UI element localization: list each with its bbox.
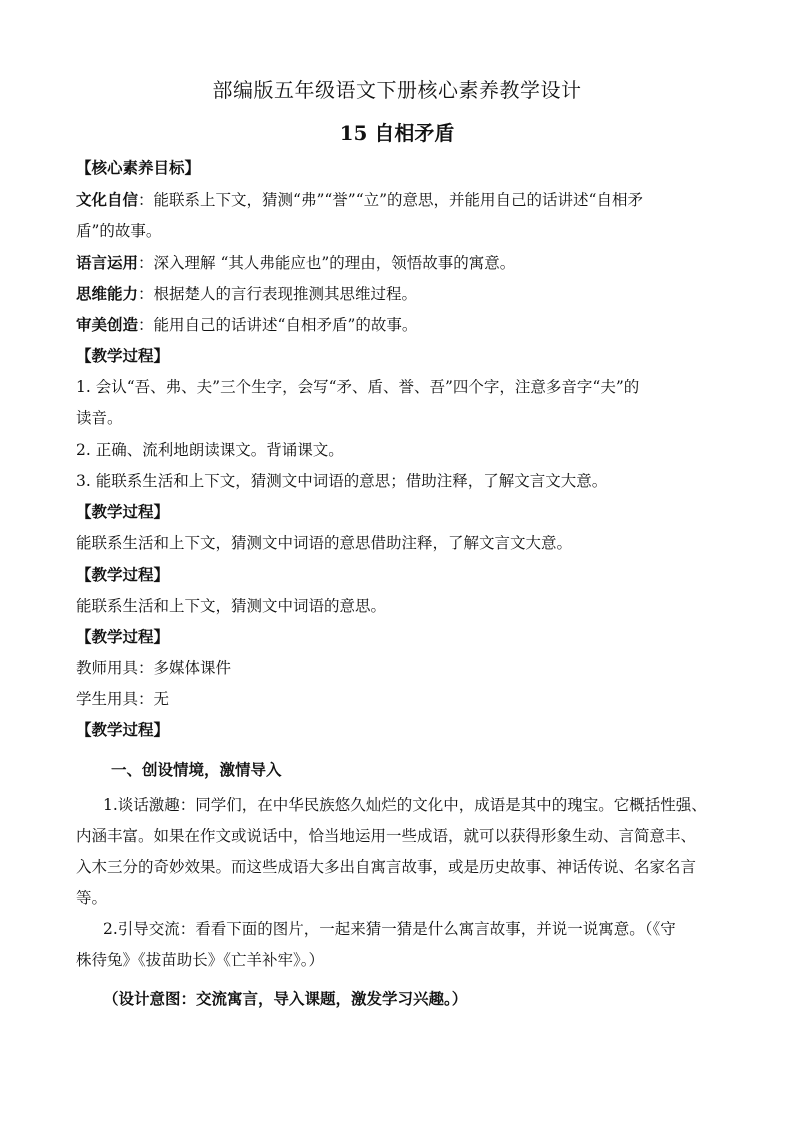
lesson-title: 15 自相矛盾: [339, 121, 455, 145]
paragraph: 能联系生活和上下文，猜测文中词语的意思借助注释，了解文言文大意。: [76, 534, 573, 552]
list-item-cont: 读音。: [76, 409, 123, 427]
goal-thinking: [76, 284, 726, 304]
goal-label: 文化自信: [76, 190, 139, 209]
goals-heading: 【核心素养目标】: [76, 158, 201, 177]
paragraph: 等。: [76, 889, 108, 907]
section-heading: 【教学过程】: [76, 502, 170, 521]
design-intent: （设计意图：交流寓言，导入课题，激发学习兴趣。）: [103, 989, 468, 1008]
paragraph: 2.引导交流：看看下面的图片，一起来猜一猜是什么寓言故事，并说一说寓意。（《守: [103, 920, 676, 938]
teacher-tools: 教师用具：多媒体课件: [76, 659, 232, 677]
goal-culture: [76, 190, 726, 210]
section-heading: 【教学过程】: [76, 627, 170, 646]
paragraph: 入木三分的奇妙效果。而这些成语大多出自寓言故事，或是历史故事、神话传说、名家名言: [76, 858, 697, 876]
document-title: 部编版五年级语文下册核心素养教学设计: [212, 78, 582, 102]
list-item: 2. 正确、流利地朗读课文。背诵课文。: [76, 441, 344, 459]
goal-text: ：能联系上下文，猜测“弗”“誉”“立”的意思，并能用自己的话讲述“自相矛: [138, 191, 643, 209]
list-item: 3. 能联系生活和上下文，猜测文中词语的意思；借助注释，了解文言文大意。: [76, 472, 608, 490]
subsection-title: 一、创设情境，激情导入: [111, 760, 282, 779]
goal-text: ：能用自己的话讲述“自相矛盾”的故事。: [138, 316, 418, 334]
goal-aesthetic: [76, 315, 726, 335]
paragraph: 1.谈话激趣：同学们，在中华民族悠久灿烂的文化中，成语是其中的瑰宝。它概括性强、: [103, 796, 707, 814]
goal-label: 审美创造: [76, 315, 139, 334]
section-heading: 【教学过程】: [76, 346, 170, 365]
section-heading: 【教学过程】: [76, 720, 170, 739]
goal-culture-cont: 盾”的故事。: [76, 222, 162, 240]
goal-text: ：深入理解 “其人弗能应也”的理由，领悟故事的寓意。: [138, 254, 516, 272]
goal-text: ：根据楚人的言行表现推测其思维过程。: [138, 285, 418, 303]
section-heading: 【教学过程】: [76, 565, 170, 584]
paragraph: 内涵丰富。如果在作文或说话中，恰当地运用一些成语，就可以获得形象生动、言简意丰、: [76, 827, 697, 845]
goal-label: 思维能力: [76, 284, 139, 303]
goal-language: [76, 253, 726, 273]
paragraph: 能联系生活和上下文，猜测文中词语的意思。: [76, 597, 387, 615]
goal-label: 语言运用: [76, 253, 139, 272]
student-tools: 学生用具：无: [76, 690, 170, 708]
list-item: 1. 会认“吾、弗、夫”三个生字，会写“矛、盾、誉、吾”四个字，注意多音字“夫”的: [76, 378, 640, 396]
paragraph: 株待兔》《拔苗助长》《亡羊补牢》。）: [76, 951, 325, 969]
